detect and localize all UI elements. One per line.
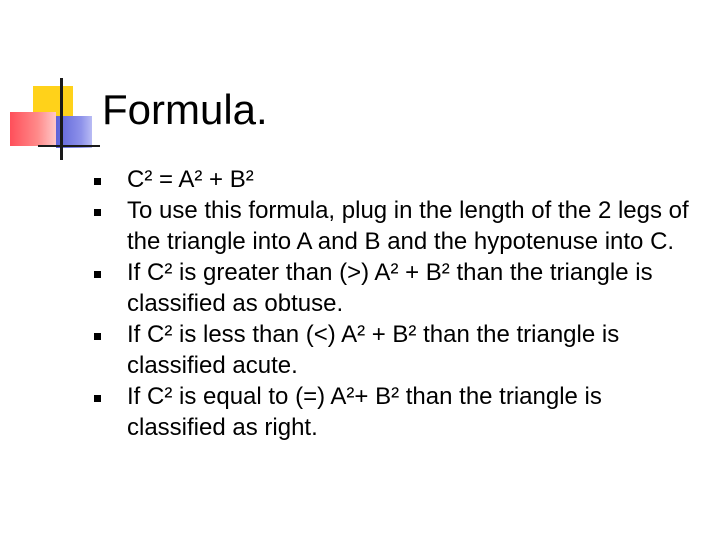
- bullet-item-usage: [90, 195, 700, 257]
- slide-content: [90, 164, 700, 443]
- decoration-vertical-line: [60, 78, 63, 160]
- bullet-text: If C² is greater than (>) A² + B² than the triangle is classified as obtuse.: [127, 259, 653, 317]
- bullet-list: [90, 164, 700, 443]
- bullet-text: If C² is equal to (=) A²+ B² than the triangle is classified as right.: [127, 383, 602, 441]
- title-decoration: [0, 0, 120, 170]
- decoration-red-square: [10, 112, 56, 146]
- slide-title: Formula.: [102, 86, 268, 133]
- bullet-text: To use this formula, plug in the length of the 2 legs of the triangle into A and B and the hypotenuse into C.: [127, 197, 689, 255]
- square-bullet-icon: [94, 333, 101, 340]
- bullet-item-formula: [90, 164, 700, 195]
- square-bullet-icon: [94, 209, 101, 216]
- square-bullet-icon: [94, 271, 101, 278]
- bullet-text: If C² is less than (<) A² + B² than the triangle is classified acute.: [127, 321, 620, 379]
- bullet-item-acute: [90, 319, 700, 381]
- square-bullet-icon: [94, 395, 101, 402]
- square-bullet-icon: [94, 178, 101, 185]
- bullet-item-obtuse: [90, 257, 700, 319]
- bullet-text: C² = A² + B²: [127, 166, 254, 193]
- decoration-horizontal-line: [38, 145, 100, 147]
- bullet-item-right: [90, 381, 700, 443]
